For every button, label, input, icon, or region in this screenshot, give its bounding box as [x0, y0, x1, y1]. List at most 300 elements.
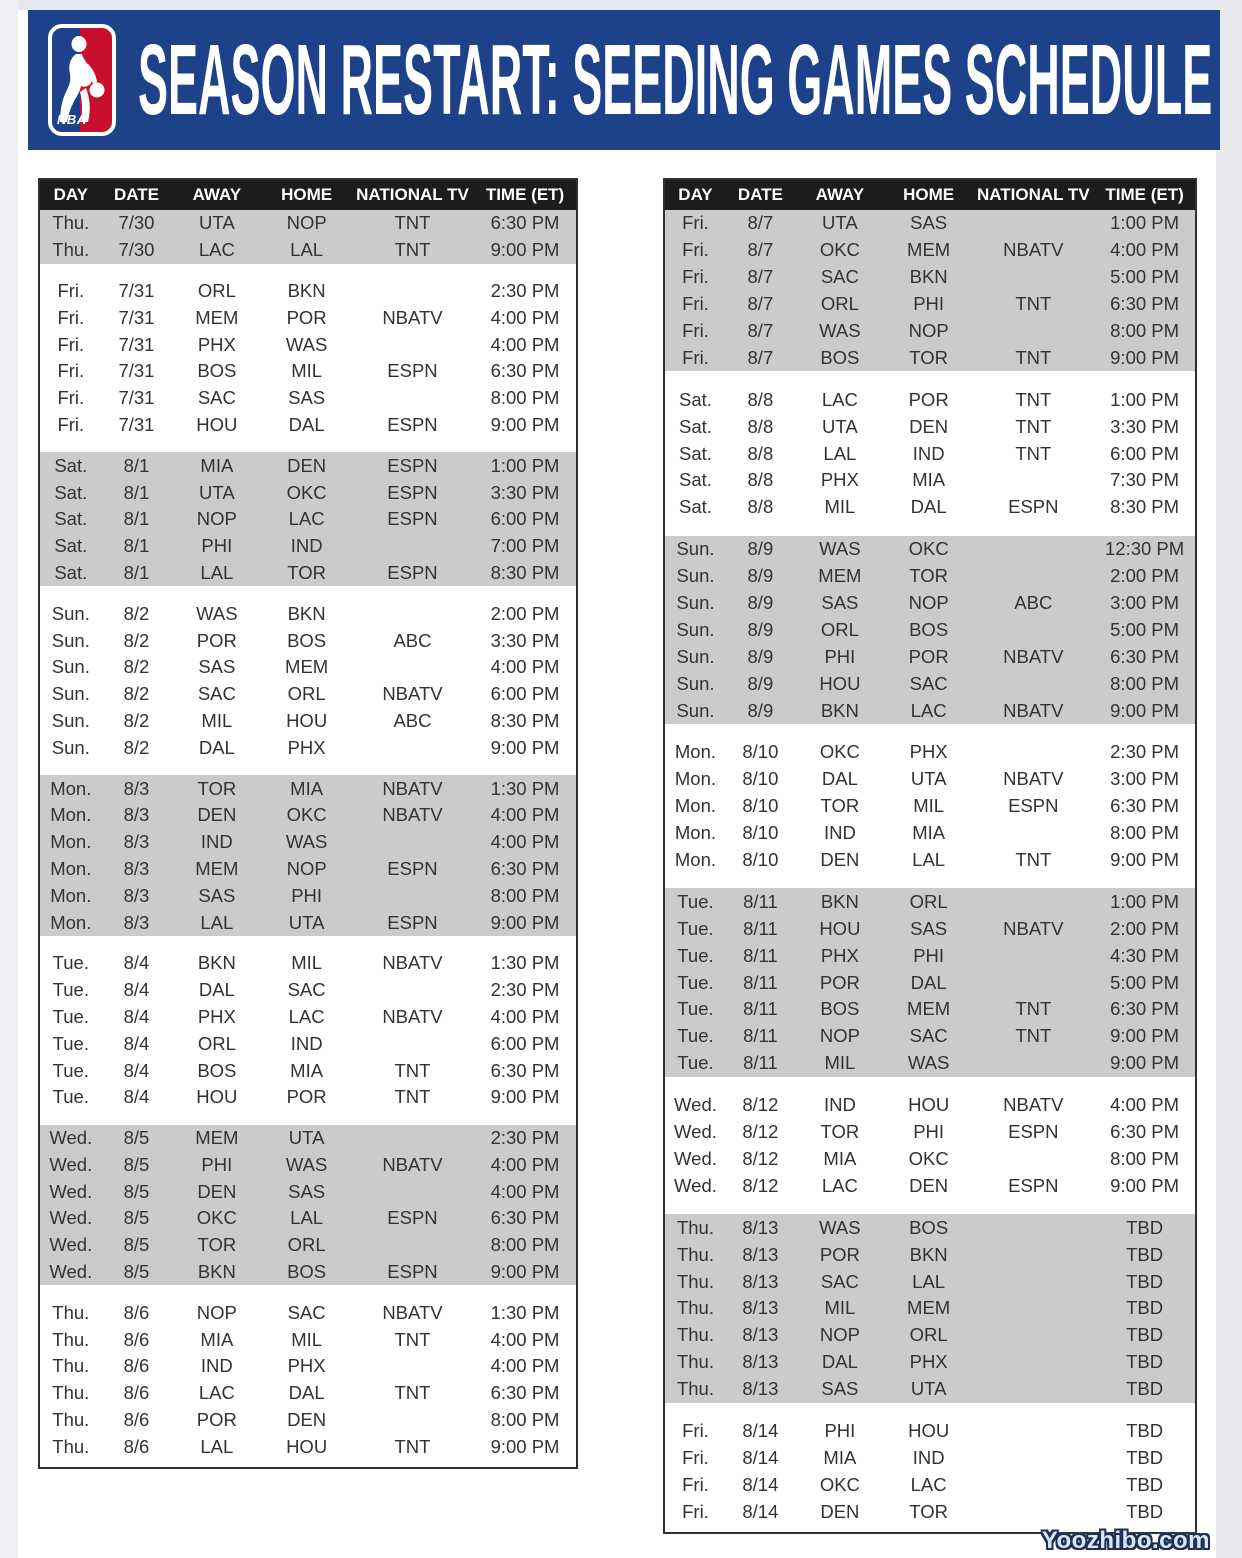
game-row [665, 847, 1195, 874]
cell-tv: ESPN [387, 911, 438, 933]
cell-day: Thu. [676, 1297, 714, 1319]
cell-home: MIA [912, 822, 946, 844]
cell-day: Tue. [677, 998, 714, 1020]
cell-time: 6:30 PM [1110, 998, 1180, 1020]
cell-day: Mon. [50, 857, 92, 879]
cell-home: MEM [907, 998, 951, 1020]
cell-day: Wed. [674, 1121, 717, 1143]
cell-day: Sun. [676, 618, 715, 640]
cell-date: 8/9 [747, 672, 774, 694]
cell-home: NOP [286, 212, 327, 234]
cell-day: Fri. [57, 413, 85, 435]
game-row [40, 708, 576, 735]
cell-date: 8/13 [742, 1297, 779, 1319]
game-row [665, 1498, 1195, 1525]
cell-date: 8/10 [742, 849, 779, 871]
cell-date: 8/6 [123, 1409, 150, 1431]
cell-date: 8/5 [123, 1153, 150, 1175]
cell-home: TOR [909, 346, 948, 368]
cell-home: MIL [291, 1328, 323, 1350]
cell-date: 8/7 [747, 293, 774, 315]
cell-day: Sun. [51, 683, 90, 705]
cell-away: LAL [823, 442, 857, 464]
cell-time: 8:00 PM [1110, 822, 1180, 844]
cell-away: NOP [196, 508, 237, 530]
cell-date: 8/8 [747, 469, 774, 491]
cell-day: Fri. [682, 1473, 709, 1495]
column-header-time: TIME (ET) [1105, 185, 1184, 204]
column-header-day: DAY [53, 185, 88, 204]
cell-home: SAS [910, 917, 948, 939]
cell-day: Sun. [51, 602, 90, 624]
cell-away: LAL [200, 911, 234, 933]
cell-away: OKC [819, 239, 860, 261]
cell-home: DEN [287, 454, 327, 476]
cell-day: Mon. [674, 741, 717, 763]
cell-day: Fri. [682, 293, 709, 315]
game-row [40, 654, 576, 681]
cell-home: UTA [910, 768, 947, 790]
cell-date: 8/2 [123, 602, 150, 624]
cell-time: 4:00 PM [1110, 239, 1180, 261]
cell-date: 8/4 [123, 952, 150, 974]
cell-time: 3:00 PM [1110, 768, 1180, 790]
cell-away: PHI [824, 645, 856, 667]
cell-time: 9:00 PM [490, 736, 560, 758]
cell-day: Sat. [679, 469, 712, 491]
game-row [40, 358, 576, 385]
cell-time: TBD [1126, 1378, 1164, 1400]
game-row [665, 264, 1195, 291]
game-row [665, 1119, 1195, 1146]
cell-time: 6:00 PM [490, 683, 560, 705]
game-row [40, 1152, 576, 1179]
cell-away: ORL [197, 1032, 236, 1054]
cell-home: LAL [290, 1207, 324, 1229]
cell-home: SAC [909, 672, 948, 694]
cell-time: 9:00 PM [490, 1435, 560, 1457]
cell-date: 8/9 [747, 565, 774, 587]
cell-day: Sun. [676, 538, 715, 560]
cell-date: 8/1 [123, 454, 150, 476]
cell-away: DEN [820, 849, 860, 871]
game-row [40, 533, 576, 560]
cell-day: Tue. [677, 917, 714, 939]
cell-day: Tue. [52, 1086, 89, 1108]
cell-day: Wed. [49, 1180, 93, 1202]
cell-home: BOS [287, 1261, 327, 1283]
game-row [40, 734, 576, 761]
game-row [40, 1125, 576, 1152]
cell-time: 6:30 PM [1110, 1121, 1180, 1143]
cell-date: 8/2 [123, 709, 150, 731]
cell-home: ORL [909, 890, 948, 912]
cell-date: 8/10 [742, 822, 779, 844]
game-row [665, 969, 1195, 996]
cell-day: Mon. [50, 831, 92, 853]
cell-home: MIL [291, 360, 323, 382]
column-header-day: DAY [678, 185, 713, 204]
cell-away: WAS [819, 320, 861, 341]
day-group-8-12 [665, 1092, 1195, 1200]
day-group-8-4 [40, 950, 576, 1111]
cell-day: Fri. [682, 1500, 709, 1522]
cell-time: 6:30 PM [490, 1207, 560, 1229]
cell-date: 8/8 [747, 442, 774, 464]
cell-time: 4:00 PM [490, 1005, 560, 1027]
game-row [665, 1050, 1195, 1077]
cell-day: Wed. [49, 1153, 93, 1175]
cell-time: 8:30 PM [490, 709, 560, 731]
game-row [665, 820, 1195, 847]
cell-date: 8/4 [123, 1005, 150, 1027]
cell-day: Thu. [52, 212, 90, 234]
game-row [40, 1084, 576, 1111]
cell-time: 7:00 PM [490, 535, 560, 557]
cell-time: 1:00 PM [1110, 890, 1180, 912]
cell-time: 7:30 PM [1110, 469, 1180, 491]
cell-away: SAC [197, 387, 236, 409]
cell-home: IND [912, 442, 945, 464]
cell-day: Sun. [51, 629, 90, 651]
cell-away: LAL [200, 561, 234, 583]
cell-time: 9:00 PM [490, 413, 560, 435]
cell-time: 5:00 PM [1110, 971, 1180, 993]
cell-date: 8/6 [123, 1301, 150, 1323]
cell-time: 5:00 PM [1110, 266, 1180, 288]
game-row [665, 467, 1195, 494]
game-row [40, 1232, 576, 1259]
cell-tv: TNT [394, 1059, 431, 1081]
cell-time: 2:30 PM [490, 1127, 560, 1149]
cell-home: WAS [285, 333, 328, 355]
cell-time: TBD [1126, 1243, 1164, 1265]
cell-tv: ESPN [1008, 1121, 1059, 1143]
game-row [40, 1205, 576, 1232]
column-header-time: TIME (ET) [485, 185, 565, 204]
game-row [40, 1030, 576, 1057]
column-header-away: AWAY [192, 185, 242, 204]
cell-date: 8/2 [123, 736, 150, 758]
game-row [40, 1299, 576, 1326]
cell-away: BOS [197, 1059, 237, 1081]
schedule-table-left [38, 178, 578, 1469]
cell-date: 8/5 [123, 1127, 150, 1149]
cell-date: 8/2 [123, 629, 150, 651]
cell-time: 12:30 PM [1105, 538, 1185, 560]
cell-day: Fri. [682, 239, 709, 261]
cell-time: TBD [1126, 1446, 1164, 1468]
game-row [40, 1433, 576, 1460]
cell-date: 8/4 [123, 1032, 150, 1054]
cell-time: 2:30 PM [490, 979, 560, 1001]
cell-date: 8/12 [742, 1174, 779, 1196]
cell-date: 7/31 [118, 306, 155, 328]
cell-home: BOS [287, 629, 327, 651]
cell-tv: TNT [394, 212, 431, 234]
cell-day: Thu. [52, 239, 90, 261]
cell-day: Tue. [52, 1032, 89, 1054]
cell-away: HOU [819, 672, 861, 694]
cell-away: PHX [820, 944, 859, 966]
cell-away: MIL [201, 709, 233, 731]
day-group-8-1 [40, 452, 576, 586]
cell-home: LAC [910, 1473, 947, 1495]
cell-time: 1:30 PM [490, 777, 560, 799]
cell-time: TBD [1126, 1500, 1164, 1522]
cell-time: 3:30 PM [490, 629, 560, 651]
cell-tv: ABC [1014, 592, 1053, 614]
cell-home: HOU [286, 709, 328, 731]
game-row [40, 385, 576, 412]
cell-time: 9:00 PM [1110, 1174, 1180, 1196]
game-row [665, 590, 1195, 617]
cell-day: Sat. [54, 535, 88, 557]
cell-time: 8:00 PM [490, 884, 560, 906]
cell-away: MEM [195, 306, 239, 328]
game-row [665, 1023, 1195, 1050]
cell-home: MIL [913, 795, 945, 817]
cell-away: OKC [196, 1207, 237, 1229]
cell-date: 8/13 [742, 1270, 779, 1292]
cell-away: MEM [195, 1127, 239, 1149]
column-header-tv: NATIONAL TV [976, 185, 1090, 204]
day-group-7-31 [40, 278, 576, 439]
game-row [665, 413, 1195, 440]
cell-date: 8/7 [747, 266, 774, 288]
cell-day: Tue. [52, 979, 89, 1001]
cell-time: 4:30 PM [1110, 944, 1180, 966]
cell-tv: NBATV [382, 1005, 443, 1027]
page-edge-left [0, 0, 18, 1558]
cell-home: ORL [287, 683, 326, 705]
game-row [665, 888, 1195, 915]
cell-away: LAC [821, 388, 858, 410]
cell-tv: NBATV [1003, 239, 1064, 261]
game-row [40, 304, 576, 331]
cell-away: OKC [819, 1473, 860, 1495]
cell-day: Sun. [676, 645, 715, 667]
cell-time: TBD [1126, 1351, 1164, 1373]
cell-day: Thu. [52, 1355, 90, 1377]
game-row [40, 506, 576, 533]
column-header-home: HOME [903, 185, 955, 204]
game-row [665, 536, 1195, 563]
game-row [40, 1259, 576, 1286]
cell-time: 9:00 PM [1110, 1052, 1180, 1074]
cell-date: 8/6 [123, 1435, 150, 1457]
cell-tv: ESPN [387, 1261, 438, 1283]
cell-home: LAL [290, 239, 324, 261]
cell-date: 8/12 [742, 1147, 779, 1169]
cell-home: LAC [288, 508, 325, 530]
cell-date: 8/3 [123, 804, 150, 826]
cell-date: 8/11 [743, 917, 778, 939]
cell-tv: TNT [1015, 415, 1052, 437]
cell-date: 8/7 [747, 346, 774, 368]
cell-away: MIA [823, 1147, 857, 1169]
cell-day: Sat. [679, 415, 712, 437]
cell-away: MIA [823, 1446, 857, 1468]
cell-tv: ABC [393, 709, 432, 731]
cell-time: 9:00 PM [490, 1086, 560, 1108]
cell-home: IND [290, 535, 323, 557]
cell-day: Fri. [682, 346, 709, 368]
cell-home: HOU [908, 1419, 950, 1441]
cell-date: 7/31 [118, 279, 155, 301]
cell-away: HOU [196, 1086, 238, 1108]
cell-home: IND [912, 1446, 945, 1468]
cell-away: DEN [197, 804, 237, 826]
cell-home: NOP [908, 592, 949, 614]
page-edge-right [1216, 0, 1242, 1558]
cell-home: IND [290, 1032, 323, 1054]
cell-home: WAS [285, 831, 328, 853]
cell-home: PHI [913, 1121, 945, 1143]
cell-home: PHI [913, 293, 945, 315]
cell-time: 4:00 PM [490, 333, 560, 355]
cell-day: Mon. [674, 768, 717, 790]
game-row [665, 494, 1195, 521]
game-row [665, 1268, 1195, 1295]
cell-day: Fri. [57, 387, 85, 409]
cell-away: PHX [197, 333, 236, 355]
game-row [665, 237, 1195, 264]
cell-day: Sun. [51, 736, 90, 758]
cell-home: MIA [290, 777, 324, 799]
cell-tv: TNT [1015, 293, 1052, 315]
game-row [40, 1380, 576, 1407]
watermark: Yoozhibo.com [1041, 1527, 1210, 1554]
cell-date: 8/7 [747, 239, 774, 261]
cell-away: LAL [200, 1435, 234, 1457]
cell-time: 6:30 PM [1110, 293, 1180, 315]
schedule-table-right [663, 178, 1197, 1534]
cell-home: PHI [291, 884, 323, 906]
cell-home: OKC [286, 804, 327, 826]
cell-home: OKC [908, 1147, 949, 1169]
cell-time: 6:30 PM [490, 1382, 560, 1404]
game-row [40, 210, 576, 237]
cell-home: BKN [287, 279, 326, 301]
cell-day: Sun. [676, 672, 715, 694]
cell-home: DEN [909, 1174, 949, 1196]
cell-day: Fri. [57, 306, 85, 328]
cell-day: Fri. [682, 1419, 709, 1441]
cell-time: 9:00 PM [490, 239, 560, 261]
cell-time: 2:30 PM [490, 279, 560, 301]
cell-day: Mon. [50, 911, 92, 933]
cell-date: 7/31 [118, 387, 155, 409]
game-row [40, 331, 576, 358]
cell-tv: NBATV [382, 952, 443, 974]
cell-tv: TNT [1015, 346, 1052, 368]
cell-home: MIA [290, 1059, 324, 1081]
game-row [40, 1178, 576, 1205]
cell-day: Sat. [679, 496, 712, 518]
cell-away: BOS [197, 360, 237, 382]
cell-home: TOR [287, 561, 326, 583]
game-row [665, 1092, 1195, 1119]
cell-date: 8/8 [747, 388, 774, 410]
game-row [665, 1322, 1195, 1349]
cell-away: PHI [201, 1153, 233, 1175]
cell-home: DAL [288, 1382, 325, 1404]
column-header-away: AWAY [815, 185, 865, 204]
cell-date: 8/3 [123, 831, 150, 853]
cell-tv: ESPN [1008, 795, 1059, 817]
cell-home: MIL [291, 952, 323, 974]
cell-date: 8/1 [123, 561, 150, 583]
cell-away: NOP [819, 1324, 860, 1346]
day-group-7-30 [40, 210, 576, 264]
cell-away: DAL [821, 768, 858, 790]
cell-time: 4:00 PM [1110, 1094, 1180, 1116]
cell-home: UTA [288, 1127, 325, 1149]
cell-home: HOU [908, 1094, 950, 1116]
cell-day: Sat. [54, 481, 88, 503]
cell-date: 8/5 [123, 1234, 150, 1256]
cell-home: NOP [286, 857, 327, 879]
cell-day: Fri. [682, 212, 709, 234]
cell-away: HOU [196, 413, 238, 435]
game-row [40, 977, 576, 1004]
day-group-8-8 [665, 386, 1195, 520]
cell-tv: TNT [1015, 442, 1052, 464]
cell-date: 7/31 [118, 413, 155, 435]
cell-away: LAC [198, 239, 235, 261]
cell-away: NOP [819, 1025, 860, 1047]
cell-away: MIL [824, 1297, 856, 1319]
cell-home: POR [908, 645, 949, 667]
game-row [665, 643, 1195, 670]
cell-away: IND [200, 1355, 233, 1377]
cell-time: 9:00 PM [490, 1261, 560, 1283]
cell-date: 8/6 [123, 1355, 150, 1377]
game-row [40, 829, 576, 856]
game-row [40, 479, 576, 506]
cell-day: Tue. [52, 1005, 89, 1027]
cell-time: TBD [1126, 1270, 1164, 1292]
game-row [665, 1418, 1195, 1445]
cell-time: 8:30 PM [490, 561, 560, 583]
cell-day: Thu. [52, 1328, 90, 1350]
cell-date: 8/9 [747, 645, 774, 667]
cell-day: Wed. [49, 1261, 93, 1283]
cell-home: BOS [909, 618, 949, 640]
cell-away: PHI [201, 535, 233, 557]
cell-home: HOU [286, 1435, 328, 1457]
day-group-8-3 [40, 775, 576, 936]
cell-day: Thu. [52, 1435, 90, 1457]
cell-time: 8:00 PM [490, 1234, 560, 1256]
cell-home: MEM [907, 1297, 951, 1319]
cell-date: 8/4 [123, 1086, 150, 1108]
cell-away: DAL [821, 1351, 858, 1373]
cell-date: 8/10 [742, 795, 779, 817]
cell-home: SAS [288, 387, 326, 409]
cell-date: 8/12 [742, 1121, 779, 1143]
table-header-row [40, 180, 576, 210]
cell-time: 6:30 PM [490, 857, 560, 879]
game-row [665, 344, 1195, 371]
cell-time: 4:00 PM [490, 1180, 560, 1202]
cell-date: 8/11 [743, 1052, 778, 1074]
cell-tv: NBATV [1003, 917, 1064, 939]
game-row [40, 1004, 576, 1031]
game-row [665, 386, 1195, 413]
cell-time: 1:30 PM [490, 1301, 560, 1323]
